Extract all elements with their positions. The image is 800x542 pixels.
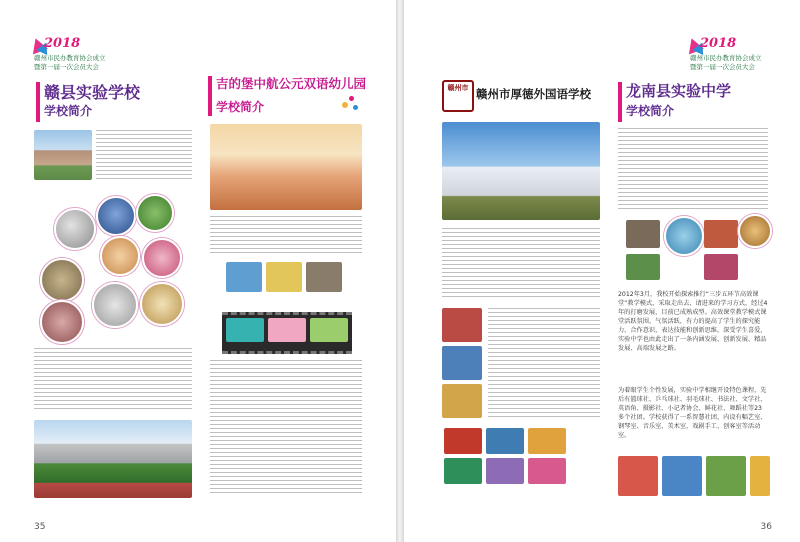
school2-intro-text	[210, 216, 362, 256]
school3-intro-text	[442, 228, 600, 300]
school1-body-text	[34, 348, 192, 412]
event-badge-right	[686, 36, 800, 78]
school4-gallery-photo	[706, 456, 746, 496]
title-accent-bar	[618, 82, 622, 122]
school4-gallery-photo	[662, 456, 702, 496]
school3-gallery-photo	[528, 458, 566, 484]
school2-body-text	[210, 360, 362, 496]
page-number-left: 35	[34, 522, 46, 532]
school3-name: 赣州市厚德外国语学校	[476, 87, 591, 101]
school1-photo-circle	[54, 208, 96, 250]
decorative-dots-icon	[342, 96, 362, 116]
school4-subtitle: 学校简介	[626, 104, 675, 118]
school3-activity-photo	[442, 346, 482, 380]
school2-film-photo	[226, 318, 264, 342]
title-accent-bar	[36, 82, 40, 122]
school3-gallery-photo	[444, 428, 482, 454]
school3-activity-photo	[442, 384, 482, 418]
school2-name: 吉的堡中航公元双语幼儿园	[216, 76, 367, 91]
school1-photo-circle	[100, 236, 140, 276]
school1-campus-photo	[34, 130, 92, 180]
school1-photo-circle	[96, 196, 136, 236]
badge-line1: 赣州市民办教育协会成立	[690, 54, 762, 62]
school4-photo-circle	[738, 214, 772, 248]
school2-activity-photo	[266, 262, 302, 292]
school3-body-text	[488, 308, 600, 418]
school3-seal-logo: 赣州市	[442, 80, 474, 112]
school3-gallery-photo	[486, 428, 524, 454]
school2-film-photo	[310, 318, 348, 342]
school4-intro-text	[618, 128, 768, 212]
school1-photo-circle	[40, 258, 84, 302]
school3-campus-photo	[442, 122, 600, 220]
school2-subtitle: 学校简介	[216, 100, 265, 114]
school1-photo-circle	[136, 194, 174, 232]
badge-year: 2018	[44, 36, 81, 51]
school2-activity-photo	[306, 262, 342, 292]
school4-paragraph-1: 2012年3月，我校开始探索推行“三步五环节高效课堂”教学模式，采取走出去、请进来的学习方式，经过4年的打磨发展，目前已成熟成型。高效课堂教学模式课堂活跃氛围、气氛活跃，有力的提高了学生的探究能力、合作意识，表达技能和创新思维，深受学生喜爱，实验中学也由此走出了一条内涵发展、创新发展、精品发展、高端发展之路。	[618, 291, 768, 352]
left-page	[0, 0, 396, 542]
school2-film-photo	[268, 318, 306, 342]
title-accent-bar	[208, 76, 212, 116]
school3-gallery-photo	[486, 458, 524, 484]
school1-photo-circle	[140, 282, 184, 326]
school1-photo-circle	[92, 282, 138, 328]
school2-activity-photo	[226, 262, 262, 292]
event-badge-left	[30, 36, 150, 78]
school3-gallery-photo	[444, 458, 482, 484]
school2-interior-photo	[210, 124, 362, 210]
school4-photo-circle	[664, 216, 704, 256]
page-number-right: 36	[760, 522, 772, 532]
school4-photo	[626, 254, 660, 280]
school4-photo	[626, 220, 660, 248]
school1-photo-circle	[142, 238, 182, 278]
badge-year: 2018	[700, 36, 737, 51]
badge-line1: 赣州市民办教育协会成立	[34, 54, 106, 62]
badge-line2: 暨第一届一次会员大会	[690, 63, 755, 71]
school4-photo	[704, 220, 738, 248]
right-page	[404, 0, 800, 542]
school4-gallery-photo	[618, 456, 658, 496]
school1-campus-panorama	[34, 420, 192, 498]
school1-subtitle: 学校简介	[44, 104, 93, 118]
book-gutter	[396, 0, 404, 542]
badge-line2: 暨第一届一次会员大会	[34, 63, 99, 71]
school4-name: 龙南县实验中学	[626, 82, 732, 100]
school1-photo-circle	[40, 300, 84, 344]
school1-name: 赣县实验学校	[44, 83, 141, 102]
school4-paragraph-2: 为着眼学生个性发展，实验中学相继开设特色课程，先后有篮球社、乒乓球社、羽毛球社、书法社、文学社、英语角、摄影社、小记者协会、鲜花社、舞蹈社等23多个社团。学校获得了一系智慧社团，内设有幅艺室、钢琴室、音乐室、美术室、戏剧手工、创客室等活动室。	[618, 387, 767, 439]
school4-photo	[704, 254, 738, 280]
school1-intro-text	[96, 130, 192, 180]
school3-gallery-photo	[528, 428, 566, 454]
school3-activity-photo	[442, 308, 482, 342]
school4-gallery-photo	[750, 456, 770, 496]
